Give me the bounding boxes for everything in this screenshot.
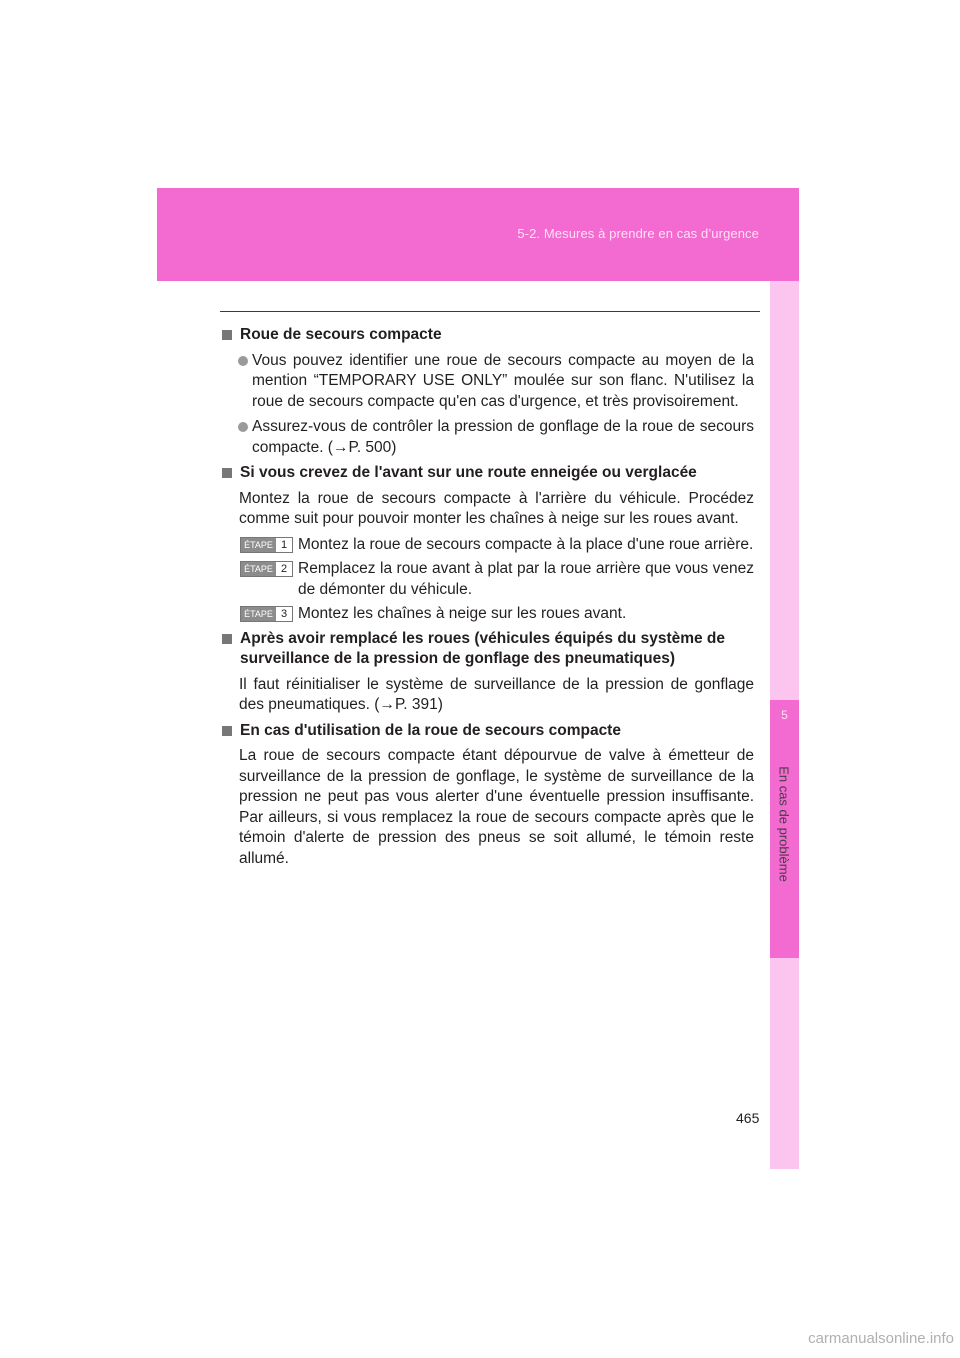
square-bullet-icon — [222, 330, 232, 340]
step-item: ÉTAPE 2 Remplacez la roue avant à plat par la roue arrière que vous venez de démonter du véhicule. — [222, 559, 754, 600]
step-badge: ÉTAPE 3 — [240, 606, 293, 622]
list-item: Vous pouvez identifier une roue de secours compacte au moyen de la mention “TEMPORARY USE ONLY” moulée sur son flanc. N'utilisez la roue de secours compacte qu'en cas d'urgence, et très provisoirement. — [222, 351, 754, 413]
section-heading: Après avoir remplacé les roues (véhicules équipés du système de surveillance de la pression de gonflage des pneumatiques) — [222, 629, 754, 670]
chapter-title: En cas de problème — [776, 766, 792, 882]
header-band — [157, 188, 799, 281]
circle-bullet-icon — [238, 422, 248, 432]
section-title: 5-2. Mesures à prendre en cas d’urgence — [517, 226, 759, 241]
square-bullet-icon — [222, 468, 232, 478]
step-badge: ÉTAPE 1 — [240, 537, 293, 553]
square-bullet-icon — [222, 634, 232, 644]
watermark[interactable]: carmanualsonline.info — [808, 1330, 954, 1347]
circle-bullet-icon — [238, 356, 248, 366]
page-content — [222, 325, 754, 874]
step-item: ÉTAPE 3 Montez les chaînes à neige sur les roues avant. — [222, 604, 754, 625]
divider — [220, 311, 760, 312]
step-item: ÉTAPE 1 Montez la roue de secours compacte à la place d'une roue arrière. — [222, 535, 754, 556]
list-item: Assurez-vous de contrôler la pression de gonflage de la roue de secours compacte. (→P. 500) — [222, 417, 754, 458]
paragraph: La roue de secours compacte étant dépourvue de valve à émetteur de surveillance de la pression de gonflage, le système de surveillance de la pression ne peut pas vous alerter d'une éventuelle pression insuffisante. Par ailleurs, si vous remplacez la roue de secours compacte après que le témoin d'alerte de pression des pneus se soit allumé, le témoin reste allumé. — [239, 747, 754, 867]
page-number: 465 — [736, 1110, 760, 1126]
square-bullet-icon — [222, 726, 232, 736]
paragraph: Il faut réinitialiser le système de surveillance de la pression de gonflage des pneumatiques. (→P. 391) — [239, 675, 754, 713]
section-heading: Si vous crevez de l'avant sur une route enneigée ou verglacée — [222, 463, 754, 484]
section-heading: Roue de secours compacte — [222, 325, 754, 346]
chapter-number: 5 — [781, 708, 788, 722]
step-badge: ÉTAPE 2 — [240, 561, 293, 577]
chapter-tab[interactable] — [770, 700, 799, 958]
section-heading: En cas d'utilisation de la roue de secours compacte — [222, 721, 754, 742]
paragraph: Montez la roue de secours compacte à l'arrière du véhicule. Procédez comme suit pour pouvoir monter les chaînes à neige sur les roues avant. — [239, 489, 754, 527]
